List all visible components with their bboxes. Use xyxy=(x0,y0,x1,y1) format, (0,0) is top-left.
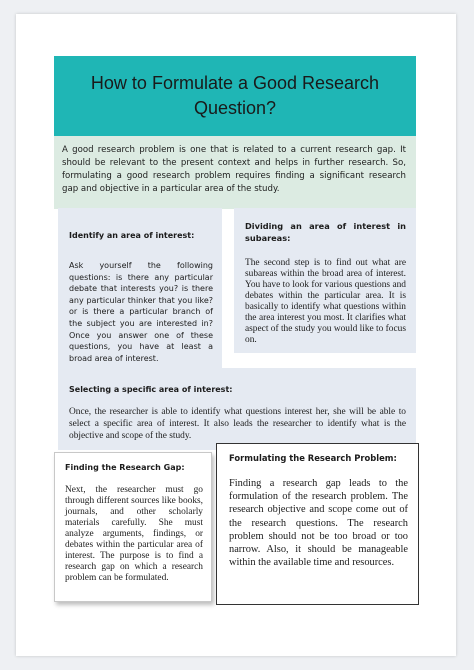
intro-box xyxy=(54,136,416,209)
title-banner xyxy=(54,56,416,136)
research-gap-heading: Finding the Research Gap: xyxy=(65,463,185,472)
selecting-area-text: Once, the researcher is able to identify what questions interest her, she will be able to select a specific area of interest. It also leads the researcher to identify what is the objective and scope of the study. xyxy=(69,407,406,441)
research-gap-card xyxy=(54,452,212,602)
dividing-area-heading: Dividing an area of interest in subareas: xyxy=(245,221,406,243)
dividing-area-card xyxy=(234,208,416,353)
identify-area-heading: Identify an area of interest: xyxy=(69,231,195,240)
dividing-area-text: The second step is to find out what are subareas within the broad area of interest. You have to look for various questions and debates within the particular area. It is basically to identify what questions within the area interest you most. It clarifies what aspect of the study you would like to focus on. xyxy=(245,258,406,345)
identify-area-text: Ask yourself the following questions: is there any particular debate that interests you? is there any particular thinker that you like? or is there a particular branch of the subject you are interested in? Once you answer one of these questions, you have at least a broad area of interest. xyxy=(69,261,213,363)
formulating-problem-heading: Formulating the Research Problem: xyxy=(229,453,397,463)
formulating-problem-text: Finding a research gap leads to the formulation of the research problem. The research objective and scope come out of the research questions. The research problem should not be too broad or too narrow. Also, it should be manageable within the available time and resources. xyxy=(229,478,408,569)
intro-text: A good research problem is one that is related to a current research gap. It should be relevant to the present context and helps in further research. So, formulating a good research problem requires finding a significant research gap and objective in a particular area of the study. xyxy=(62,145,406,194)
selecting-area-card xyxy=(58,368,416,450)
research-gap-text: Next, the researcher must go through different sources like books, journals, and other scholarly materials carefully. She must analyze arguments, findings, or debates within the particular area of interest. The purpose is to find a research gap on which a research problem can be formulated. xyxy=(65,485,203,583)
page-title: How to Formulate a Good Research Question? xyxy=(90,73,380,118)
formulating-problem-card xyxy=(216,443,419,605)
document-page xyxy=(16,14,456,656)
identify-area-card xyxy=(58,208,222,368)
selecting-area-heading: Selecting a specific area of interest: xyxy=(69,385,233,394)
